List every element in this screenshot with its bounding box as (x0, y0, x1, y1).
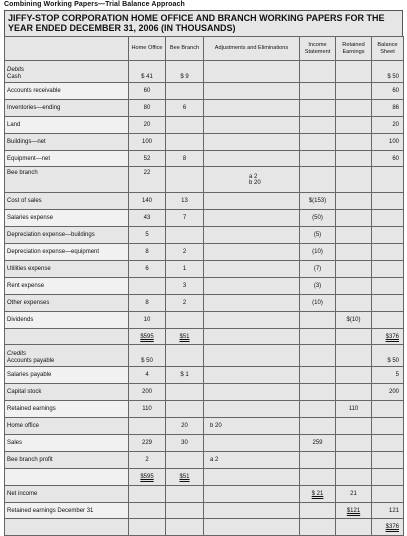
table-row: Capital stock 200 200 (5, 384, 404, 401)
table-row: Other expenses 8 2 (10) (5, 294, 404, 311)
table-row: Retained earnings 110 110 (5, 401, 404, 418)
home-credit-total: $595 (140, 473, 154, 480)
table-row: Net income $ 21 21 (5, 485, 404, 502)
header-income-statement: Income Statement (300, 37, 336, 61)
bee-debit-total: $51 (179, 333, 190, 340)
header-retained-earnings: Retained Earnings (336, 37, 372, 61)
row-label: Credits Accounts payable (5, 345, 129, 367)
table-row: Salaries expense 43 7 (50) (5, 210, 404, 227)
header-row (5, 37, 404, 61)
table-row: Bee branch profit 2 a 2 (5, 451, 404, 468)
credit-totals-row (5, 468, 404, 485)
table-row: Debits Cash $ 41 $ 9 $ 50 (5, 61, 404, 83)
table-row: Sales 229 30 259 (5, 435, 404, 452)
table-row: Bee branch 22 a 2 b 20 (5, 167, 404, 193)
section-credits: Credits (7, 351, 27, 358)
balance-debit-total: $376 (385, 333, 399, 340)
bee-branch-adjustments: a 2 b 20 (204, 167, 300, 193)
header-home-office: Home Office (129, 37, 166, 61)
table-row: Accounts receivable 60 60 (5, 83, 404, 100)
table-row: Salaries payable 4 $ 1 5 (5, 367, 404, 384)
balance-credit-total: $376 (385, 524, 399, 531)
table-row: Equipment—net 52 8 60 (5, 150, 404, 167)
table-row: Depreciation expense—buildings 5 (5) (5, 227, 404, 244)
worksheet-title: JIFFY-STOP CORPORATION HOME OFFICE AND BRANCH WORKING PAPERS FOR THE YEAR ENDED DECEMBER 31, 2006 (IN THOUSANDS) (8, 13, 385, 33)
row-label: Debits Cash (5, 61, 129, 83)
table-row: Retained earnings December 31 $121 121 (5, 502, 404, 519)
table-row: Credits Accounts payable $ 50 $ 50 (5, 345, 404, 367)
header-bee-branch: Bee Branch (166, 37, 204, 61)
table-row: Land 20 20 (5, 116, 404, 133)
table-row: Inventories—ending 80 6 86 (5, 99, 404, 116)
table-row: Buildings—net 100 100 (5, 133, 404, 150)
page-caption: Combining Working Papers—Trial Balance Approach (4, 1, 185, 8)
final-totals-row (5, 519, 404, 536)
bee-credit-total: $51 (179, 473, 190, 480)
header-adjustments: Adjustments and Eliminations (204, 37, 300, 61)
debit-totals-row (5, 328, 404, 345)
home-debit-total: $595 (140, 333, 154, 340)
table-row: Utilities expense 6 1 (7) (5, 261, 404, 278)
header-balance-sheet: Balance Sheet (372, 37, 404, 61)
net-income-value: $ 21 (311, 490, 324, 497)
header-account (5, 37, 129, 61)
table-row: Cost of sales 140 13 $(153) (5, 193, 404, 210)
table-row: Dividends 10 $(10) (5, 311, 404, 328)
section-debits: Debits (7, 67, 25, 73)
working-papers-table (4, 36, 404, 536)
table-row: Home office 20 b 20 (5, 418, 404, 435)
retained-earnings-total: $121 (346, 507, 361, 514)
table-row: Depreciation expense—equipment 8 2 (10) (5, 244, 404, 261)
table-row: Rent expense 3 (3) (5, 277, 404, 294)
